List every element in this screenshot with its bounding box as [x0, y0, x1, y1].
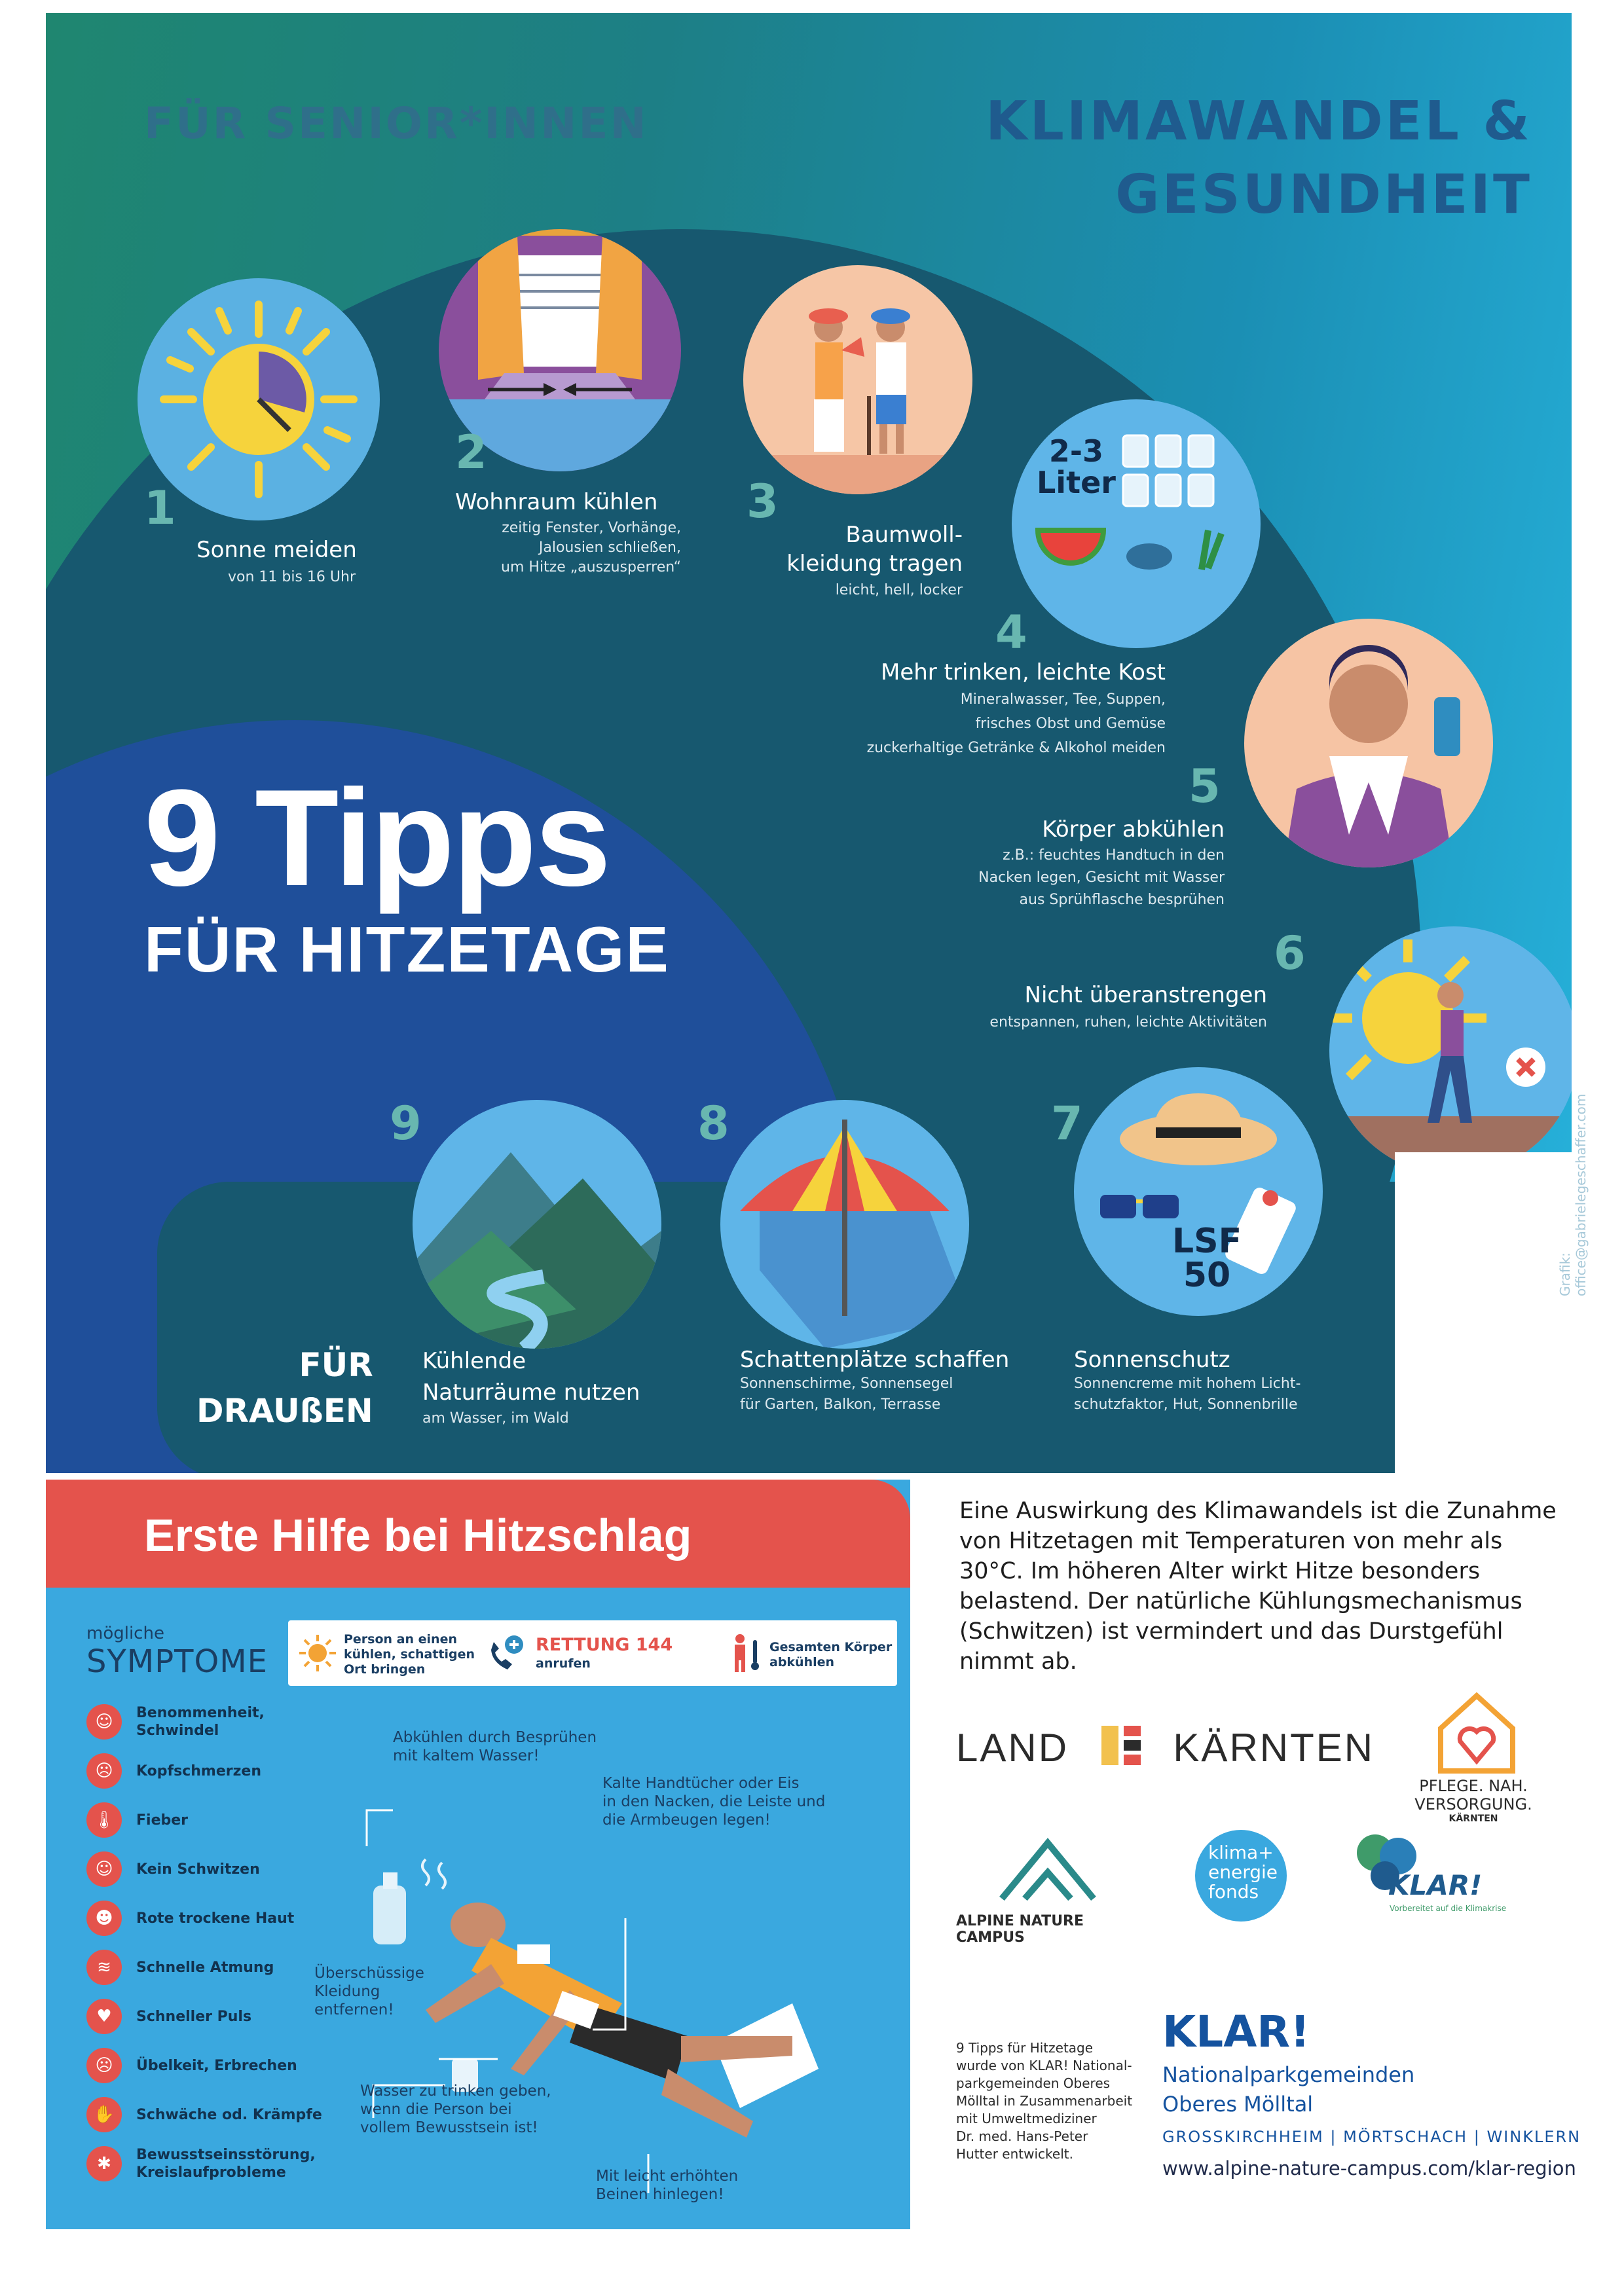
mountain-logo-icon — [956, 1833, 1139, 1905]
no-sweat-icon: ☺ — [86, 1851, 122, 1887]
symptom-label: Bewusstseinsstörung, Kreislaufprobleme — [136, 2147, 316, 2181]
mountain-river-icon — [413, 1100, 661, 1349]
symptom-label: Schwäche od. Krämpfe — [136, 2106, 322, 2123]
pflege-text: PFLEGE. NAH. VERSORGUNG. — [1414, 1777, 1532, 1813]
alpine-nature-campus-logo — [956, 1833, 1139, 1946]
symptom-item — [86, 1899, 294, 1938]
hot-walking-icon — [1329, 926, 1572, 1175]
symptom-item — [86, 1702, 265, 1741]
tip-3-title: Baumwoll- kleidung tragen — [786, 522, 963, 577]
tip-2-desc: zeitig Fenster, Vorhänge, Jalousien schließen, um Hitze „auszusperren“ — [501, 520, 681, 575]
symptom-label: Schneller Puls — [136, 2008, 252, 2025]
main-title — [144, 761, 670, 989]
klar-small-subtext: Vorbereitet auf die Klimakrise — [1390, 1904, 1507, 1913]
first-aid-header — [46, 1480, 910, 1588]
tip-7-title: Sonnenschutz — [1074, 1347, 1230, 1373]
footer-url[interactable]: www.alpine-nature-campus.com/klar-region — [1162, 2157, 1576, 2179]
tip-5-number: 5 — [1189, 759, 1221, 813]
tip-2-number: 2 — [455, 426, 487, 479]
symptom-label: Kopfschmerzen — [136, 1762, 261, 1779]
corner-cutout — [1395, 1152, 1572, 1473]
poster-tips — [46, 13, 1572, 1473]
action-cool-body: Gesamten Körper abkühlen — [769, 1640, 893, 1669]
phone-icon — [485, 1630, 530, 1676]
pflege-logo — [1395, 1689, 1552, 1824]
tip-8-image — [720, 1100, 969, 1349]
symptom-item — [86, 1800, 188, 1840]
tip-4-desc: Mineralwasser, Tee, Suppen, frisches Obst und Gemüse zuckerhaltige Getränke & Alkohol meiden — [866, 691, 1166, 756]
first-aid-title: Erste Hilfe bei Hitzschlag — [144, 1510, 692, 1561]
symptom-label: Rote trockene Haut — [136, 1910, 295, 1927]
tip-5-image — [1244, 619, 1493, 867]
red-skin-icon: ☻ — [86, 1901, 122, 1936]
woman-towel-icon — [1244, 619, 1493, 867]
elderly-couple-icon — [743, 265, 972, 494]
symptom-item — [86, 1948, 274, 1987]
tip-5-title: Körper abkühlen — [1042, 816, 1225, 843]
tip-9-number: 9 — [390, 1097, 422, 1150]
first-aid-panel — [46, 1480, 910, 2229]
action-rescue-number: RETTUNG 144 — [536, 1635, 673, 1655]
breathing-icon: ≋ — [86, 1950, 122, 1985]
klimafonds-logo — [1195, 1830, 1287, 1922]
tip-9-image — [413, 1100, 661, 1349]
footer-region-line2: Oberes Mölltal — [1162, 2092, 1314, 2117]
tip-7-lsf-label: LSF 50 — [1172, 1222, 1242, 1295]
nausea-icon: ☹ — [86, 2048, 122, 2083]
fever-icon: 🌡 — [86, 1802, 122, 1838]
symptom-item — [86, 1997, 251, 2036]
tip-1-title: Sonne meiden — [196, 537, 357, 563]
symptom-label: Fieber — [136, 1812, 189, 1829]
tip-7-desc: Sonnencreme mit hohem Licht- schutzfaktor, Hut, Sonnenbrille — [1074, 1376, 1301, 1413]
tip-8-title: Schattenplätze schaffen — [740, 1347, 1010, 1373]
klimafonds-text: klima+ energie fonds — [1208, 1842, 1278, 1903]
tip-2-title: Wohnraum kühlen — [455, 489, 658, 515]
note-spray: Abkühlen durch Besprühen mit kaltem Wasser! — [393, 1729, 597, 1764]
info-paragraph: Eine Auswirkung des Klimawandels ist die Zunahme von Hitzetagen mit Temperaturen von mehr als 30°C. Im höheren Alter wirkt Hitze besonders belastend. Der natürliche Kühlungsmechanismus (Schwitzen) ist vermindert und das Durstgefühl nimmt ab. — [959, 1498, 1557, 1675]
tip-9-title: Kühlende Naturräume nutzen — [422, 1348, 640, 1406]
alpine-nature-campus-text: ALPINE NATURE CAMPUS — [956, 1913, 1084, 1946]
tip-6-desc: entspannen, ruhen, leichte Aktivitäten — [989, 1014, 1267, 1030]
tip-1-number: 1 — [144, 481, 176, 535]
symptom-label: Benommenheit, Schwindel — [136, 1705, 265, 1739]
tip-6-title: Nicht überanstrengen — [1024, 982, 1267, 1008]
tip-3-desc: leicht, hell, locker — [835, 582, 963, 598]
outdoor-label: FÜR DRAUßEN — [196, 1346, 373, 1430]
tip-4-liter-label: 2-3 Liter — [1037, 433, 1116, 500]
land-kaernten-right: KÄRNTEN — [1173, 1726, 1375, 1770]
footer-credit: 9 Tipps für Hitzetage wurde von KLAR! National- parkgemeinden Oberes Mölltal in Zusammenarbeit mit Umweltmediziner Dr. med. Hans-Peter Hutter entwickelt. — [956, 2040, 1133, 2162]
action-rescue-sub: anrufen — [536, 1656, 591, 1671]
unconscious-icon: ✱ — [86, 2146, 122, 2181]
main-subtitle: FÜR HITZETAGE — [144, 913, 670, 985]
tip-9-desc: am Wasser, im Wald — [422, 1410, 569, 1427]
tip-5-desc: z.B.: feuchtes Handtuch in den Nacken legen, Gesicht mit Wasser aus Sprühflasche besprühen — [978, 847, 1225, 908]
tip-6-number: 6 — [1274, 926, 1306, 980]
thermometer-body-icon — [727, 1632, 766, 1674]
footer-klar: KLAR! — [1162, 2007, 1310, 2057]
klar-small-logo — [1349, 1827, 1559, 1913]
symptom-item — [86, 1850, 260, 1889]
dizzy-head-icon: ☺ — [86, 1704, 122, 1740]
house-heart-icon — [1395, 1689, 1552, 1774]
heartbeat-icon: ♥ — [86, 1999, 122, 2034]
tip-1-desc: von 11 bis 16 Uhr — [228, 569, 356, 585]
tip-8-number: 8 — [697, 1097, 729, 1150]
tip-3-image — [743, 265, 972, 494]
pflege-subtext: KÄRNTEN — [1449, 1813, 1498, 1824]
first-aid-actions — [288, 1620, 897, 1686]
symptom-label: Übelkeit, Erbrechen — [136, 2057, 297, 2074]
land-kaernten-left: LAND — [956, 1726, 1069, 1770]
tip-4-image — [1012, 399, 1261, 648]
klar-small-text: KLAR! — [1388, 1869, 1483, 1901]
note-drink: Wasser zu trinken geben, wenn die Person bei vollem Bewusstsein ist! — [360, 2083, 551, 2136]
tip-8-desc: Sonnenschirme, Sonnensegel für Garten, Balkon, Terrasse — [740, 1376, 953, 1413]
main-title-text: 9 Tipps — [144, 761, 610, 915]
symptom-item — [86, 2046, 297, 2085]
note-towels: Kalte Handtücher oder Eis in den Nacken, die Leiste und die Armbeugen legen! — [602, 1775, 826, 1829]
tip-7-number: 7 — [1051, 1097, 1083, 1150]
action-shade: Person an einen kühlen, schattigen Ort bringen — [344, 1632, 475, 1677]
tip-4-title: Mehr trinken, leichte Kost — [880, 659, 1166, 685]
note-legs: Mit leicht erhöhten Beinen hinlegen! — [596, 2168, 739, 2203]
tip-4-number: 4 — [995, 606, 1027, 659]
symptom-item — [86, 2144, 316, 2183]
footer-region-line1: Nationalparkgemeinden — [1162, 2062, 1415, 2087]
symptom-label: Schnelle Atmung — [136, 1959, 274, 1976]
symptom-label: Kein Schwitzen — [136, 1861, 260, 1878]
graphic-credit: Grafik: office@gabrielegeschaffer.com — [1557, 1093, 1589, 1296]
audience-heading: FÜR SENIOR*INNEN — [144, 98, 648, 149]
note-clothes: Überschüssige Kleidung entfernen! — [314, 1965, 424, 2018]
topic-heading: KLIMAWANDEL & GESUNDHEIT — [986, 90, 1532, 226]
coat-of-arms-icon — [1101, 1726, 1141, 1765]
land-kaernten-logo — [956, 1725, 1375, 1770]
symptom-item — [86, 2095, 322, 2134]
weakness-icon: ✋ — [86, 2097, 122, 2132]
symptoms-label-small: mögliche — [86, 1624, 164, 1643]
tip-6-image — [1329, 926, 1572, 1175]
symptom-item — [86, 1751, 261, 1791]
parasol-icon — [720, 1100, 969, 1349]
headache-icon: ☹ — [86, 1753, 122, 1789]
symptoms-title: SYMPTOME — [86, 1643, 268, 1680]
tip-7-image — [1074, 1067, 1323, 1316]
footer-towns: GROSSKIRCHHEIM | MÖRTSCHACH | WINKLERN — [1162, 2128, 1581, 2146]
tip-3-number: 3 — [747, 475, 779, 528]
sun-icon — [298, 1633, 337, 1673]
